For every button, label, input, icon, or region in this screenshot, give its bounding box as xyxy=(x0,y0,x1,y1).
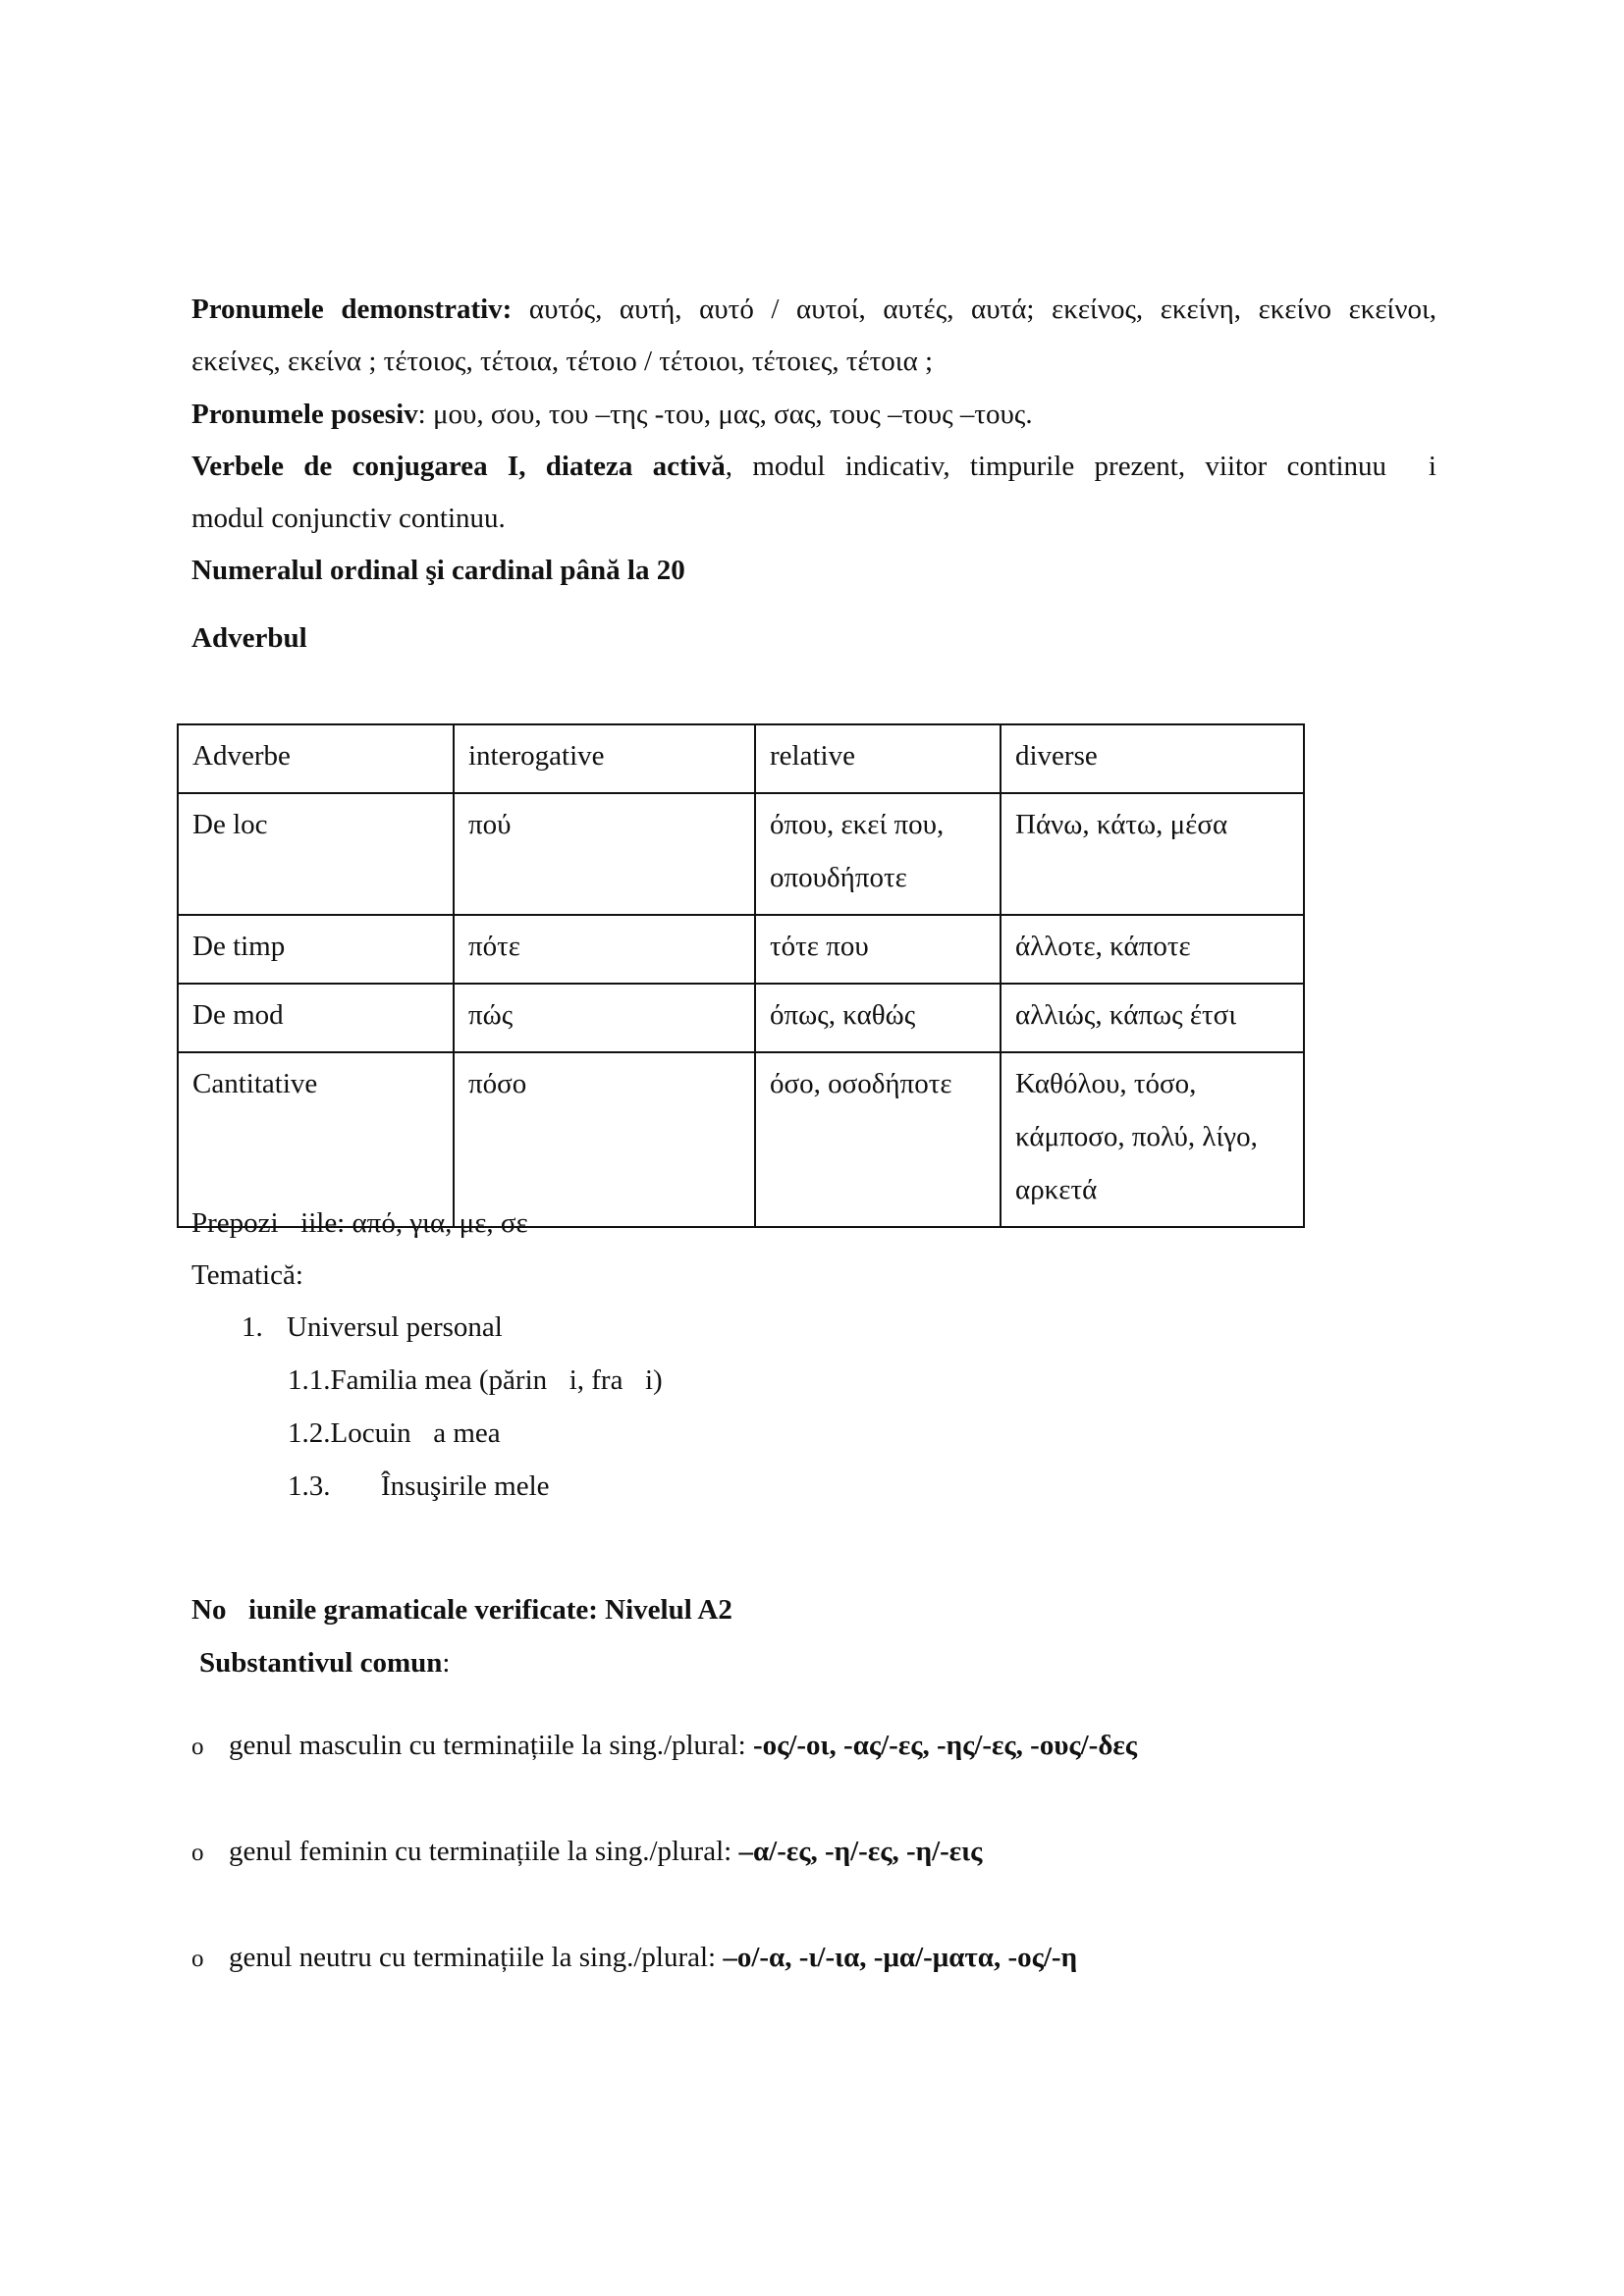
list-item xyxy=(242,1313,503,1342)
heading-notiuni xyxy=(191,1596,1436,1625)
header-cell: relative xyxy=(755,724,1001,793)
table-cell: De timp xyxy=(178,915,454,984)
table-cell: Πάνω, κάτω, μέσα xyxy=(1001,793,1304,915)
tematica-line xyxy=(191,1261,1436,1290)
bullet-endings: –ο/-α, -ι/-ια, -μα/-ματα, -ος/-η xyxy=(723,1942,1078,1973)
table-row xyxy=(178,793,1304,915)
table-cell: Καθόλου, τόσο, κάμποσο, πολύ, λίγο, αρκετά xyxy=(1001,1052,1304,1227)
label-demonstrative: Pronumele demonstrativ: xyxy=(191,294,513,325)
circle-bullet-icon: o xyxy=(191,1946,204,1972)
heading-adverb-text: Adverbul xyxy=(191,622,307,654)
prepozitii-text: Prepozi iile: από, για, με, σε xyxy=(191,1207,528,1239)
bullet-item xyxy=(191,1838,982,1866)
table-cell: πώς xyxy=(454,984,755,1052)
sublist-number: 1.3. xyxy=(288,1470,331,1502)
table-cell: αλλιώς, κάπως έτσι xyxy=(1001,984,1304,1052)
text-posesiv: : μου, σου, του –της -του, μας, σας, τους –τους –τους. xyxy=(417,399,1033,430)
header-cell: diverse xyxy=(1001,724,1304,793)
header-cell: Adverbe xyxy=(178,724,454,793)
paragraph-demonstrative-cont xyxy=(191,347,1436,376)
circle-bullet-icon: o xyxy=(191,1840,204,1866)
prepozitii-line xyxy=(191,1209,1436,1238)
table-row xyxy=(178,915,1304,984)
table-cell: De loc xyxy=(178,793,454,915)
heading-notiuni-text: No iunile gramaticale verificate: Nivelul A2 xyxy=(191,1594,732,1626)
tematica-text: Tematică: xyxy=(191,1259,303,1291)
bullet-item xyxy=(191,1944,1077,1972)
bullet-endings: -ος/-οι, -ας/-ες, -ης/-ες, -ους/-δες xyxy=(752,1730,1137,1761)
table-header-row xyxy=(178,724,1304,793)
heading-substantiv-text: Substantivul comun xyxy=(199,1647,443,1679)
heading-adverb xyxy=(191,624,1436,653)
sublist-text: Însuşirile mele xyxy=(381,1470,550,1502)
sublist-text: 1.2.Locuin a mea xyxy=(288,1417,501,1449)
bullet-text: genul neutru cu terminațiile la sing./plural: xyxy=(229,1942,724,1973)
heading-numeral xyxy=(191,557,1436,585)
table-cell: όπως, καθώς xyxy=(755,984,1001,1052)
table-cell: πότε xyxy=(454,915,755,984)
label-verbe: Verbele de conjugarea I, diateza activă xyxy=(191,451,726,482)
label-posesiv: Pronumele posesiv xyxy=(191,399,418,430)
table-cell: De mod xyxy=(178,984,454,1052)
table-cell: πόσο xyxy=(454,1052,755,1227)
sublist-text: 1.1.Familia mea (părin i, fra i) xyxy=(288,1364,663,1396)
bullet-text: genul masculin cu terminațiile la sing./plural: xyxy=(229,1730,753,1761)
table-row xyxy=(178,984,1304,1052)
adverb-table xyxy=(177,723,1305,1228)
heading-numeral-text: Numeralul ordinal şi cardinal până la 20 xyxy=(191,555,685,586)
bullet-text: genul feminin cu terminațiile la sing./plural: xyxy=(229,1836,739,1867)
text-verbe-2: modul conjunctiv continuu. xyxy=(191,503,506,534)
table-cell: άλλοτε, κάποτε xyxy=(1001,915,1304,984)
bullet-item xyxy=(191,1732,1137,1760)
table-cell: τότε που xyxy=(755,915,1001,984)
table-cell: πού xyxy=(454,793,755,915)
table-cell: όσο, οσοδήποτε xyxy=(755,1052,1001,1227)
header-cell: interogative xyxy=(454,724,755,793)
sublist-item xyxy=(288,1366,663,1395)
heading-substantiv-colon: : xyxy=(442,1647,451,1679)
text-demonstrative-1: αυτός, αυτή, αυτό / αυτοί, αυτές, αυτά; εκείνος, εκείνη, εκείνο εκείνοι, xyxy=(528,294,1437,325)
table-cell: Cantitative xyxy=(178,1052,454,1227)
list-number: 1. xyxy=(242,1311,263,1343)
sublist-item xyxy=(288,1472,550,1501)
paragraph-demonstrative xyxy=(191,295,1436,324)
text-demonstrative-2: εκείνες, εκείνα ; τέτοιος, τέτοια, τέτοιο / τέτοιοι, τέτοιες, τέτοια ; xyxy=(191,346,934,377)
heading-substantiv xyxy=(199,1649,1444,1678)
paragraph-verbe-cont xyxy=(191,505,1436,533)
paragraph-verbe xyxy=(191,453,1436,481)
circle-bullet-icon: o xyxy=(191,1734,204,1760)
list-text: Universul personal xyxy=(287,1311,503,1343)
sublist-item xyxy=(288,1419,501,1448)
bullet-endings: –α/-ες, -η/-ες, -η/-εις xyxy=(738,1836,983,1867)
table-row xyxy=(178,1052,1304,1227)
text-verbe-1: , modul indicativ, timpurile prezent, viitor continuu  i xyxy=(725,451,1436,482)
paragraph-posesiv xyxy=(191,400,1436,429)
table-cell: όπου, εκεί που, οπουδήποτε xyxy=(755,793,1001,915)
